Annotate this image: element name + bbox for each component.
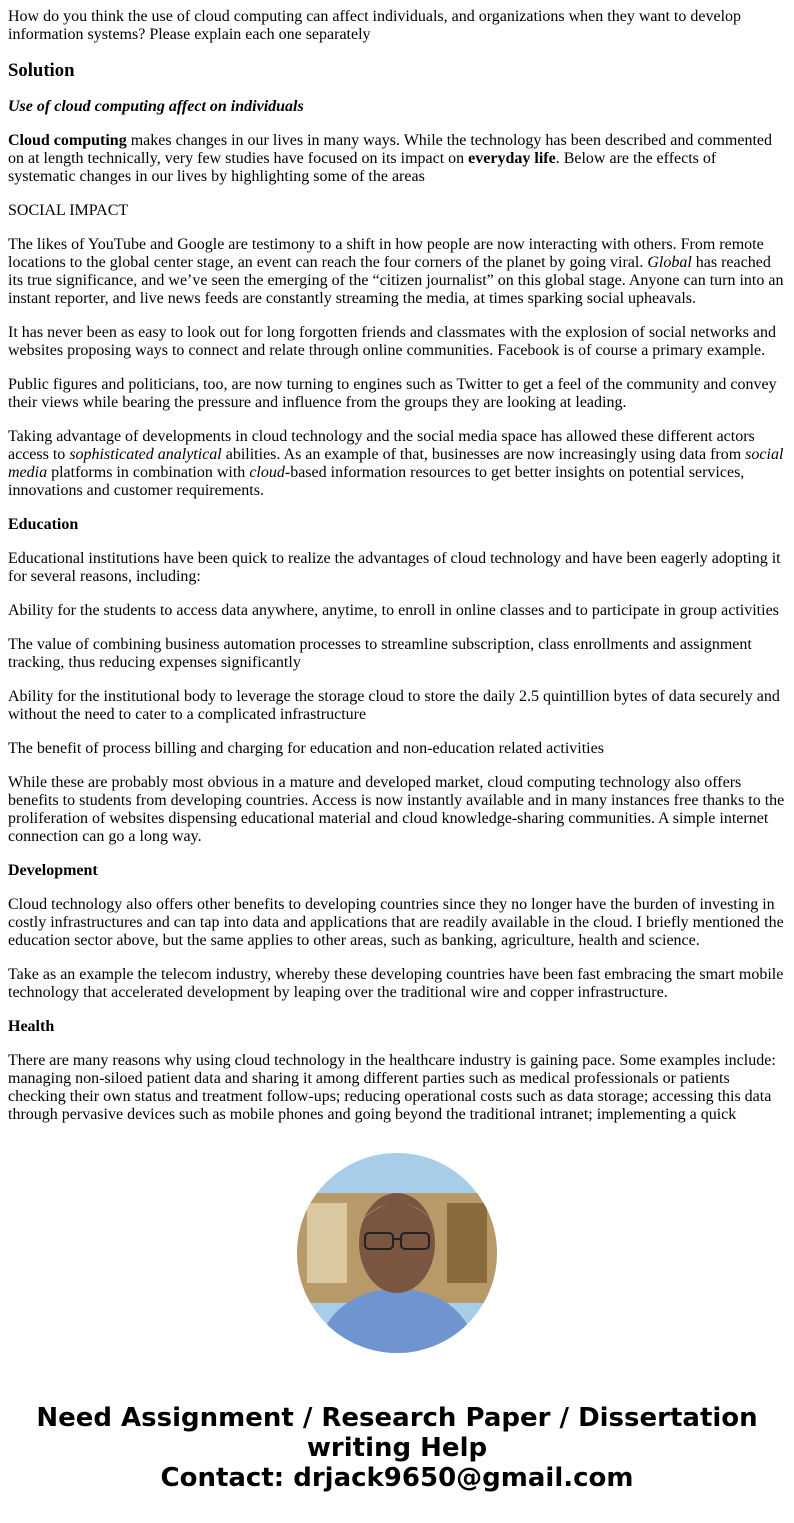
promo-banner [0,1403,794,1493]
text-run: platforms in combination with [47,464,250,481]
paragraph [8,602,786,620]
promo-contact: Contact: drjack9650@gmail.com [160,1463,634,1493]
text-run: Cloud computing [8,132,127,149]
paragraph [8,1018,786,1036]
solution-heading: Solution [8,60,75,81]
text-run: Global [647,254,692,271]
text-run: Ability for the students to access data anywhere, anytime, to enroll in online classes and to participate in group activities [8,602,779,619]
text-run: Education [8,516,79,533]
author-photo [297,1153,497,1353]
text-run: cloud [249,464,285,481]
paragraph [8,324,786,360]
promo-headline: Need Assignment / Research Paper / Dissertation writing Help [36,1403,758,1463]
text-run: Development [8,862,98,879]
text-run: Take as an example the telecom industry, whereby these developing countries have been fast embracing the smart mobile technology that accelerated development by leaping over the traditional wire and copper infrastructure. [8,966,784,1001]
text-run: has reached its true significance, and we’ve seen the emerging of the “citizen journalist” on this global stage. Anyone can turn into an instant reporter, and live news feeds are constantly streaming the media, at times sparking social upheavals. [8,254,784,307]
text-run: Educational institutions have been quick to realize the advantages of cloud technology and have been eagerly adopting it for several reasons, including: [8,550,781,585]
paragraph [8,98,786,116]
paragraph [8,236,786,308]
paragraph [8,966,786,1002]
paragraph [8,202,786,220]
text-run: Ability for the institutional body to leverage the storage cloud to store the daily 2.5 quintillion bytes of data securely and without the need to cater to a complicated infrastructure [8,688,780,723]
paragraph [8,132,786,186]
paragraph [8,896,786,950]
text-run: SOCIAL IMPACT [8,202,129,219]
paragraph [8,428,786,500]
text-run: abilities. As an example of that, businesses are now increasingly using data from [221,446,746,463]
text-run: There are many reasons why using cloud technology in the healthcare industry is gaining pace. Some examples include: managing non-siloed patient data and sharing it among different parties such as medical professionals or patients checking their own status and treatment follow-ups; reducing operational costs such as data storage; accessing this data through pervasive devices such as mobile phones and going beyond the traditional intranet; implementing a quick [8,1052,776,1123]
answer-document [8,0,786,1126]
text-run: -based information resources to get better insights on potential services, innovations and customer requirements. [8,464,745,499]
paragraph [8,376,786,412]
text-run: The benefit of process billing and charging for education and non-education related activities [8,740,604,757]
text-run: Taking advantage of developments in cloud technology and the social media space has allowed these different actors access to [8,428,755,463]
text-run: Cloud technology also offers other benefits to developing countries since they no longer have the burden of investing in costly infrastructures and can tap into data and applications that are readily available in the cloud. I briefly mentioned the education sector above, but the same applies to other areas, such as banking, agriculture, health and science. [8,896,784,949]
text-run: Health [8,1018,55,1035]
solution-body [8,98,786,1124]
paragraph [8,774,786,846]
question-text: How do you think the use of cloud computing can affect individuals, and organizations when they want to develop information systems? Please explain each one separately [8,8,742,43]
paragraph [8,862,786,880]
paragraph [8,740,786,758]
text-run: Public figures and politicians, too, are now turning to engines such as Twitter to get a feel of the community and convey their views while bearing the pressure and influence from the groups they are looking at leading. [8,376,777,411]
text-run: The value of combining business automation processes to streamline subscription, class enrollments and assignment tracking, thus reducing expenses significantly [8,636,752,671]
paragraph [8,516,786,534]
text-run: It has never been as easy to look out for long forgotten friends and classmates with the explosion of social networks and websites proposing ways to connect and relate through online communities. Facebook is of course a primary example. [8,324,776,359]
text-run: social media [8,446,784,481]
text-run: sophisticated analytical [69,446,222,463]
text-run: The likes of YouTube and Google are testimony to a shift in how people are now interacting with others. From remote locations to the global center stage, an event can reach the four corners of the planet by going viral. [8,236,764,271]
text-run: makes changes in our lives in many ways. While the technology has been described and commented on at length technically, very few studies have focused on its impact on [8,132,772,167]
text-run: . Below are the effects of systematic changes in our lives by highlighting some of the areas [8,150,717,185]
text-run: everyday life [468,150,556,167]
text-run: While these are probably most obvious in a mature and developed market, cloud computing technology also offers benefits to students from developing countries. Access is now instantly available and in many instances free thanks to the proliferation of websites dispensing educational material and cloud knowledge-sharing communities. A simple internet connection can go a long way. [8,774,785,845]
text-run: Use of cloud computing affect on individuals [8,98,304,115]
paragraph [8,550,786,586]
paragraph [8,1052,786,1124]
paragraph [8,636,786,672]
paragraph [8,688,786,724]
